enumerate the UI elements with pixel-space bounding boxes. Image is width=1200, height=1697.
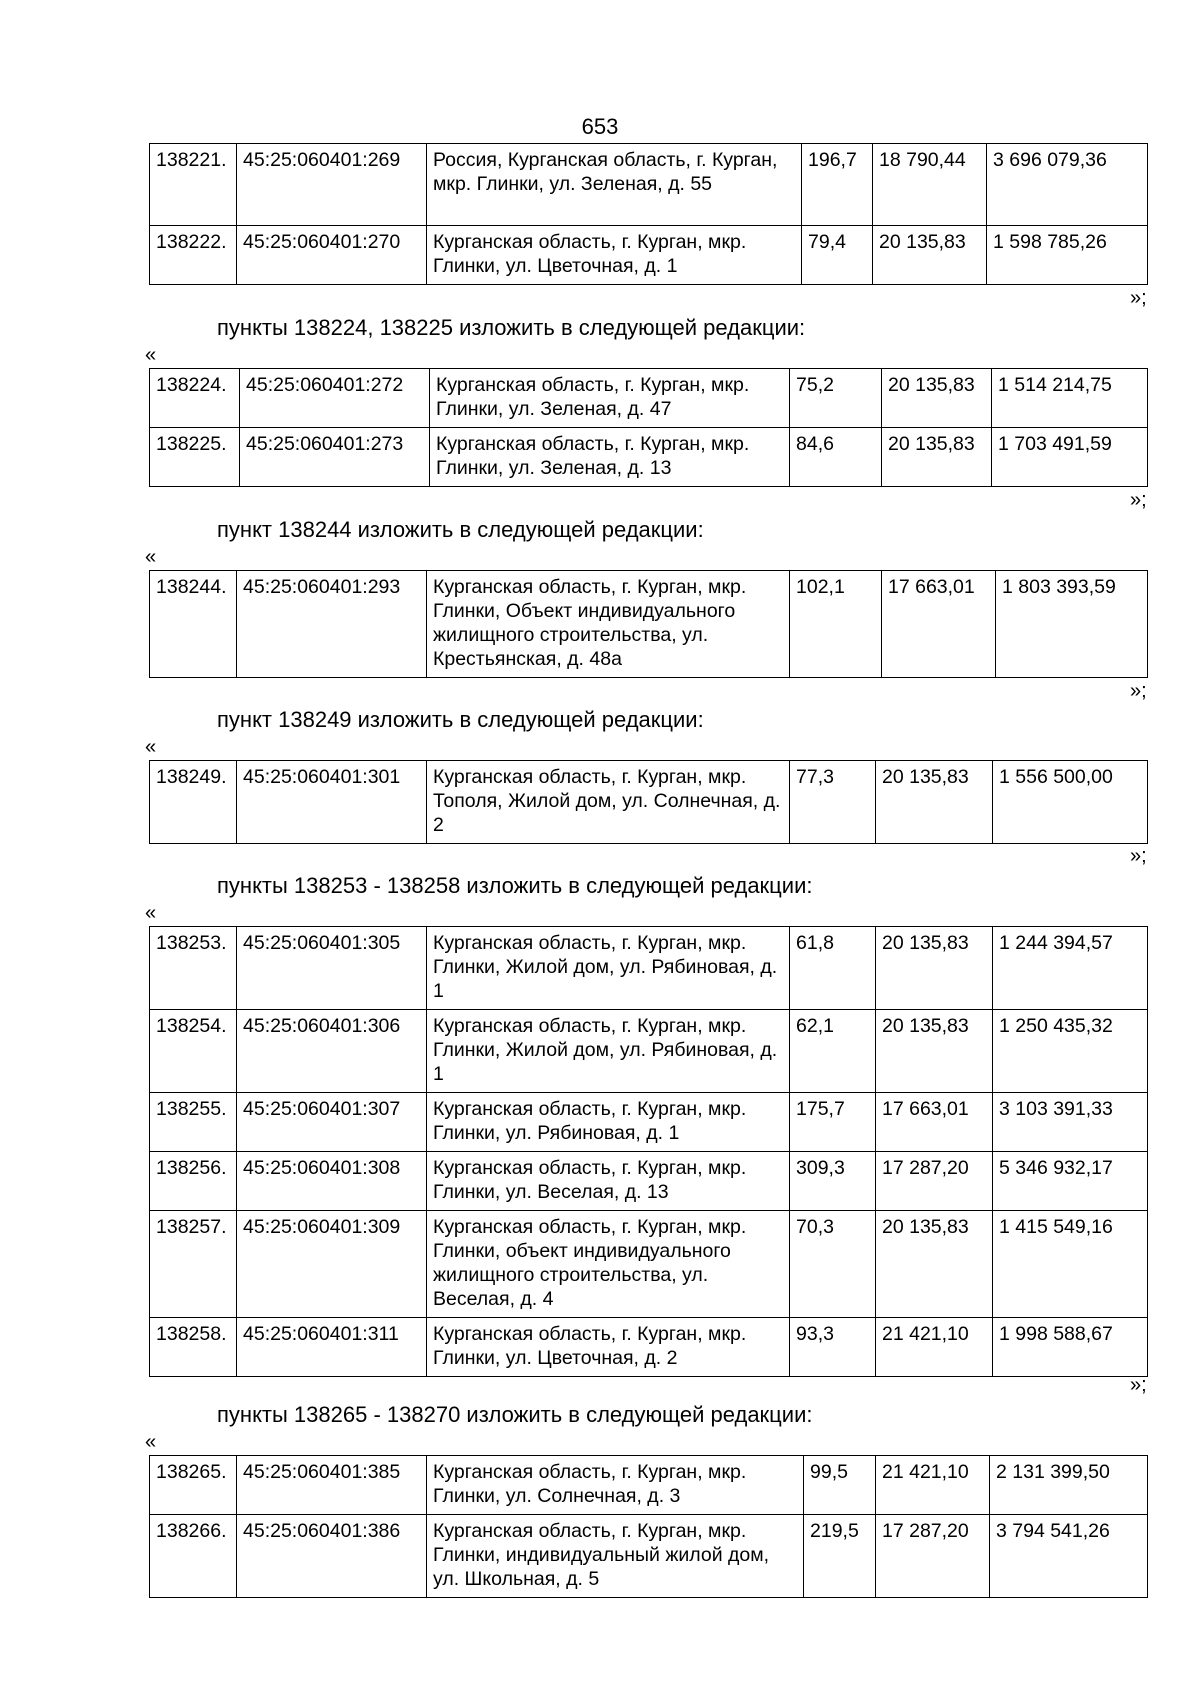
closing-quote: »; xyxy=(1130,287,1147,309)
table-row xyxy=(150,1010,1148,1093)
unit-value: 20 135,83 xyxy=(876,1010,993,1093)
area: 77,3 xyxy=(790,761,876,844)
property-table xyxy=(149,1455,1148,1598)
table-row xyxy=(150,1211,1148,1318)
area: 99,5 xyxy=(804,1456,876,1515)
opening-quote: « xyxy=(145,736,157,758)
closing-quote: »; xyxy=(1130,489,1147,511)
opening-quote: « xyxy=(145,902,157,924)
cadastral-number: 45:25:060401:307 xyxy=(237,1093,427,1152)
cadastral-value: 1 250 435,32 xyxy=(993,1010,1148,1093)
table-row xyxy=(150,144,1148,226)
address: Курганская область, г. Курган, мкр. Глинки, Жилой дом, ул. Рябиновая, д. 1 xyxy=(427,927,790,1010)
table-row xyxy=(150,1456,1148,1515)
table-row xyxy=(150,369,1148,428)
cadastral-number: 45:25:060401:385 xyxy=(237,1456,427,1515)
area: 75,2 xyxy=(790,369,882,428)
area: 93,3 xyxy=(790,1318,876,1377)
unit-value: 20 135,83 xyxy=(876,761,993,844)
cadastral-number: 45:25:060401:272 xyxy=(240,369,430,428)
area: 309,3 xyxy=(790,1152,876,1211)
cadastral-value: 1 703 491,59 xyxy=(992,428,1148,487)
area: 61,8 xyxy=(790,927,876,1010)
unit-value: 20 135,83 xyxy=(882,428,992,487)
property-table xyxy=(149,143,1148,285)
area: 102,1 xyxy=(790,571,882,678)
cadastral-value: 1 803 393,59 xyxy=(996,571,1148,678)
unit-value: 21 421,10 xyxy=(876,1318,993,1377)
row-number: 138253. xyxy=(150,927,237,1010)
amendment-intro: пункты 138265 - 138270 изложить в следующей редакции: xyxy=(217,1402,813,1427)
opening-quote: « xyxy=(145,546,157,568)
amendment-intro: пункты 138224, 138225 изложить в следующей редакции: xyxy=(217,315,806,340)
row-number: 138266. xyxy=(150,1515,237,1598)
amendment-intro: пункт 138249 изложить в следующей редакции: xyxy=(217,707,704,732)
area: 62,1 xyxy=(790,1010,876,1093)
area: 196,7 xyxy=(802,144,873,226)
address: Курганская область, г. Курган, мкр. Глинки, ул. Цветочная, д. 1 xyxy=(427,226,802,285)
address: Россия, Курганская область, г. Курган, мкр. Глинки, ул. Зеленая, д. 55 xyxy=(427,144,802,226)
address: Курганская область, г. Курган, мкр. Глинки, ул. Зеленая, д. 47 xyxy=(430,369,790,428)
address: Курганская область, г. Курган, мкр. Глинки, ул. Солнечная, д. 3 xyxy=(427,1456,804,1515)
address: Курганская область, г. Курган, мкр. Глинки, объект индивидуального жилищного строительства, ул. Веселая, д. 4 xyxy=(427,1211,790,1318)
row-number: 138224. xyxy=(150,369,240,428)
address: Курганская область, г. Курган, мкр. Глинки, ул. Веселая, д. 13 xyxy=(427,1152,790,1211)
closing-quote: »; xyxy=(1130,845,1147,867)
cadastral-number: 45:25:060401:269 xyxy=(237,144,427,226)
row-number: 138222. xyxy=(150,226,237,285)
property-table xyxy=(149,926,1148,1377)
table-row xyxy=(150,1093,1148,1152)
table-row xyxy=(150,1318,1148,1377)
cadastral-value: 3 103 391,33 xyxy=(993,1093,1148,1152)
unit-value: 17 663,01 xyxy=(876,1093,993,1152)
table-row xyxy=(150,761,1148,844)
table-row xyxy=(150,226,1148,285)
address: Курганская область, г. Курган, мкр. Глинки, ул. Зеленая, д. 13 xyxy=(430,428,790,487)
page-number: 653 xyxy=(581,114,619,139)
row-number: 138254. xyxy=(150,1010,237,1093)
table-row xyxy=(150,927,1148,1010)
cadastral-number: 45:25:060401:273 xyxy=(240,428,430,487)
amendment-intro: пункт 138244 изложить в следующей редакции: xyxy=(217,517,704,542)
property-table xyxy=(149,760,1148,844)
closing-quote: »; xyxy=(1130,680,1147,702)
property-table xyxy=(149,570,1148,678)
amendment-intro: пункты 138253 - 138258 изложить в следующей редакции: xyxy=(217,873,813,898)
row-number: 138265. xyxy=(150,1456,237,1515)
cadastral-value: 1 244 394,57 xyxy=(993,927,1148,1010)
table-row xyxy=(150,428,1148,487)
address: Курганская область, г. Курган, мкр. Глинки, Объект индивидуального жилищного строительства, ул. Крестьянская, д. 48а xyxy=(427,571,790,678)
cadastral-number: 45:25:060401:293 xyxy=(237,571,427,678)
unit-value: 17 287,20 xyxy=(876,1515,990,1598)
row-number: 138249. xyxy=(150,761,237,844)
cadastral-value: 3 696 079,36 xyxy=(987,144,1148,226)
cadastral-value: 1 998 588,67 xyxy=(993,1318,1148,1377)
row-number: 138244. xyxy=(150,571,237,678)
cadastral-number: 45:25:060401:270 xyxy=(237,226,427,285)
cadastral-value: 1 514 214,75 xyxy=(992,369,1148,428)
cadastral-number: 45:25:060401:311 xyxy=(237,1318,427,1377)
row-number: 138255. xyxy=(150,1093,237,1152)
property-table xyxy=(149,368,1148,487)
cadastral-value: 2 131 399,50 xyxy=(990,1456,1148,1515)
cadastral-number: 45:25:060401:306 xyxy=(237,1010,427,1093)
row-number: 138256. xyxy=(150,1152,237,1211)
cadastral-value: 3 794 541,26 xyxy=(990,1515,1148,1598)
cadastral-value: 1 415 549,16 xyxy=(993,1211,1148,1318)
unit-value: 17 287,20 xyxy=(876,1152,993,1211)
table-row xyxy=(150,571,1148,678)
unit-value: 20 135,83 xyxy=(876,927,993,1010)
unit-value: 20 135,83 xyxy=(876,1211,993,1318)
cadastral-number: 45:25:060401:386 xyxy=(237,1515,427,1598)
address: Курганская область, г. Курган, мкр. Глинки, Жилой дом, ул. Рябиновая, д. 1 xyxy=(427,1010,790,1093)
cadastral-number: 45:25:060401:308 xyxy=(237,1152,427,1211)
area: 70,3 xyxy=(790,1211,876,1318)
unit-value: 20 135,83 xyxy=(873,226,987,285)
unit-value: 17 663,01 xyxy=(882,571,996,678)
area: 175,7 xyxy=(790,1093,876,1152)
row-number: 138257. xyxy=(150,1211,237,1318)
closing-quote: »; xyxy=(1130,1374,1147,1396)
address: Курганская область, г. Курган, мкр. Глинки, индивидуальный жилой дом, ул. Школьная, д. 5 xyxy=(427,1515,804,1598)
cadastral-number: 45:25:060401:309 xyxy=(237,1211,427,1318)
cadastral-number: 45:25:060401:301 xyxy=(237,761,427,844)
table-row xyxy=(150,1515,1148,1598)
unit-value: 20 135,83 xyxy=(882,369,992,428)
row-number: 138258. xyxy=(150,1318,237,1377)
opening-quote: « xyxy=(145,344,157,366)
row-number: 138221. xyxy=(150,144,237,226)
unit-value: 18 790,44 xyxy=(873,144,987,226)
cadastral-value: 1 556 500,00 xyxy=(993,761,1148,844)
area: 84,6 xyxy=(790,428,882,487)
address: Курганская область, г. Курган, мкр. Глинки, ул. Цветочная, д. 2 xyxy=(427,1318,790,1377)
area: 219,5 xyxy=(804,1515,876,1598)
cadastral-number: 45:25:060401:305 xyxy=(237,927,427,1010)
row-number: 138225. xyxy=(150,428,240,487)
cadastral-value: 5 346 932,17 xyxy=(993,1152,1148,1211)
unit-value: 21 421,10 xyxy=(876,1456,990,1515)
address: Курганская область, г. Курган, мкр. Тополя, Жилой дом, ул. Солнечная, д. 2 xyxy=(427,761,790,844)
opening-quote: « xyxy=(145,1431,157,1453)
table-row xyxy=(150,1152,1148,1211)
cadastral-value: 1 598 785,26 xyxy=(987,226,1148,285)
address: Курганская область, г. Курган, мкр. Глинки, ул. Рябиновая, д. 1 xyxy=(427,1093,790,1152)
area: 79,4 xyxy=(802,226,873,285)
